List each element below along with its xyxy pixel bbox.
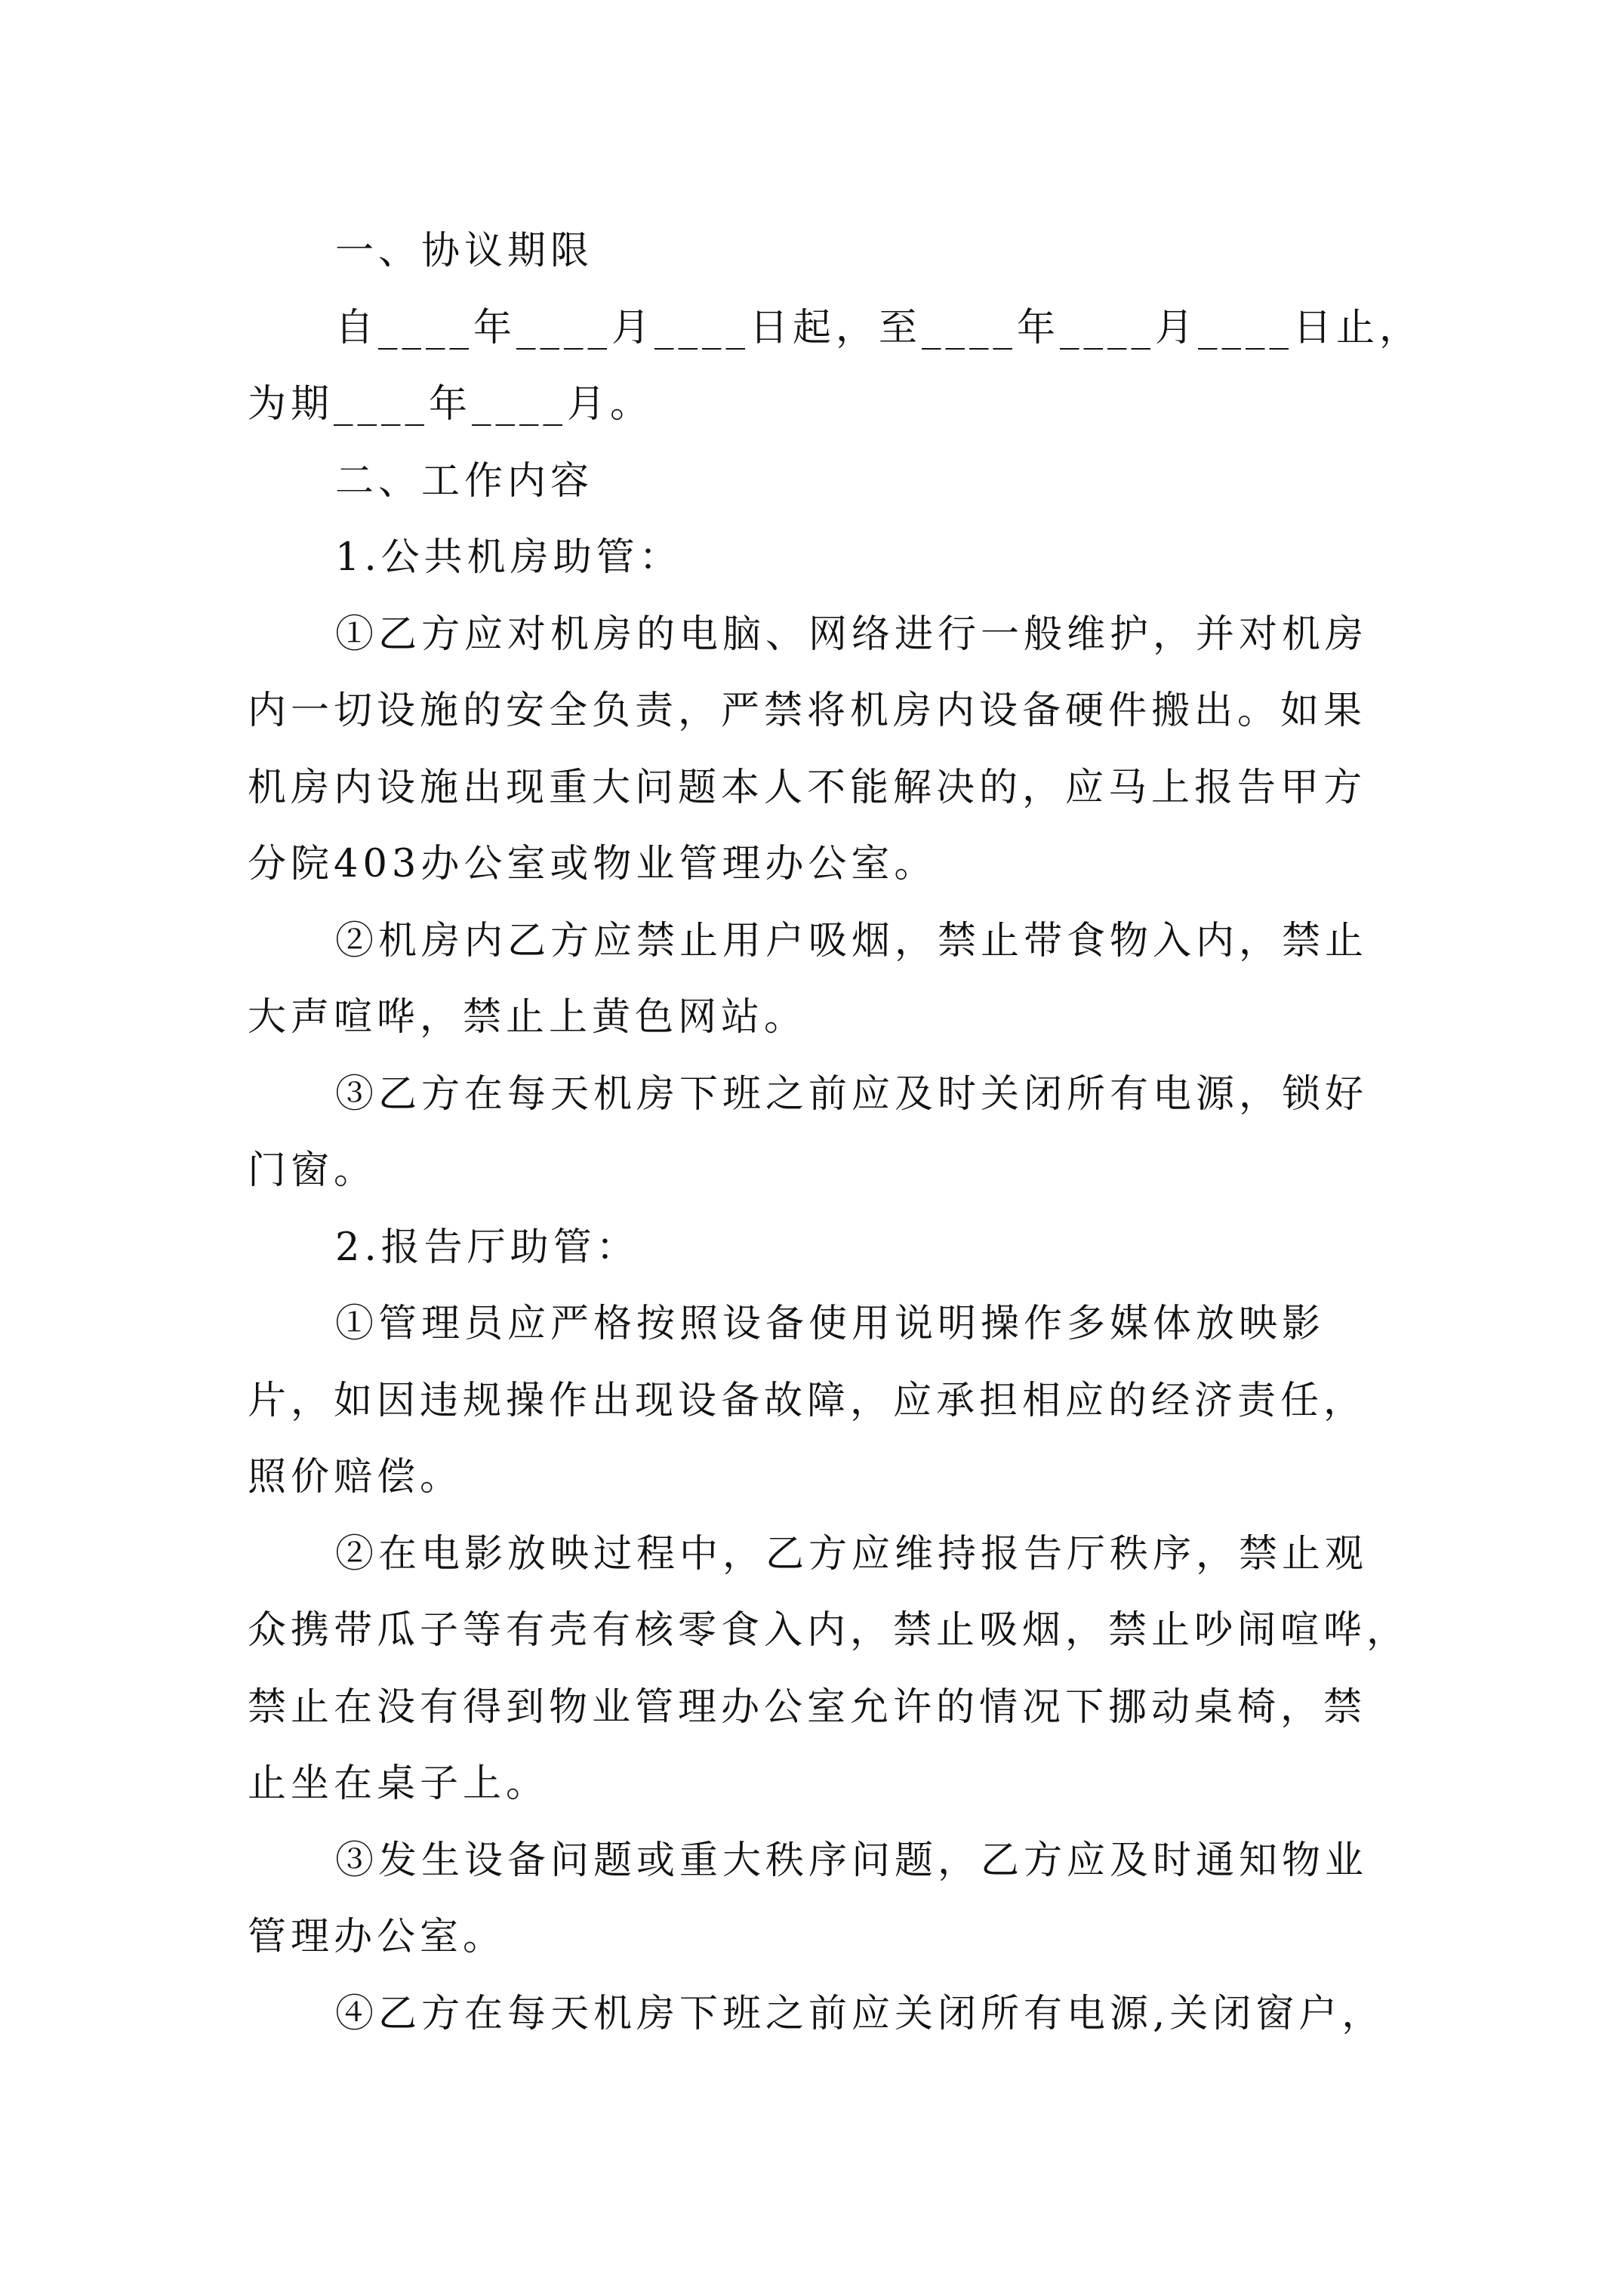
paragraph-line: ③发生设备问题或重大秩序问题，乙方应及时通知物业 [335,1838,1369,1883]
paragraph-line: 照价赔偿。 [248,1455,463,1499]
subsection-heading-lecture-hall: 2.报告厅助管： [335,1225,639,1270]
subsection-heading-computer-room: 1.公共机房助管： [335,535,682,580]
paragraph-line: ②机房内乙方应禁止用户吸烟，禁止带食物入内，禁止 [335,918,1369,963]
paragraph-line: 管理办公室。 [248,1915,507,1959]
paragraph-line: ②在电影放映过程中，乙方应维持报告厅秩序，禁止观 [335,1531,1369,1576]
section-heading-term: 一、协议期限 [335,229,594,273]
paragraph-line: 内一切设施的安全负责，严禁将机房内设备硬件搬出。如果 [248,689,1367,733]
paragraph-line: 分院403办公室或物业管理办公室。 [248,842,938,886]
paragraph-line: 自____年____月____日起，至____年____月____日止， [335,305,1423,350]
paragraph-line: 禁止在没有得到物业管理办公室允许的情况下挪动桌椅，禁 [248,1684,1367,1730]
paragraph-line: 止坐在桌子上。 [248,1761,550,1806]
paragraph-line: 门窗。 [248,1148,377,1193]
paragraph-line: ③乙方在每天机房下班之前应及时关闭所有电源，锁好 [335,1071,1369,1117]
paragraph-line: 大声喧哗，禁止上黄色网站。 [248,995,808,1040]
paragraph-line: 众携带瓜子等有壳有核零食入内，禁止吸烟，禁止吵闹喧哗， [248,1608,1410,1653]
paragraph-line: ①乙方应对机房的电脑、网络进行一般维护，并对机房 [335,612,1369,657]
paragraph-line: 机房内设施出现重大问题本人不能解决的，应马上报告甲方 [248,765,1367,810]
paragraph-line: 片，如因违规操作出现设备故障，应承担相应的经济责任， [248,1378,1367,1423]
paragraph-line: 为期____年____月。 [248,382,654,427]
section-heading-work: 二、工作内容 [335,458,594,504]
paragraph-line: ①管理员应严格按照设备使用说明操作多媒体放映影 [335,1302,1326,1346]
paragraph-line: ④乙方在每天机房下班之前应关闭所有电源,关闭窗户， [335,1991,1385,2036]
document-body [248,213,1423,2052]
